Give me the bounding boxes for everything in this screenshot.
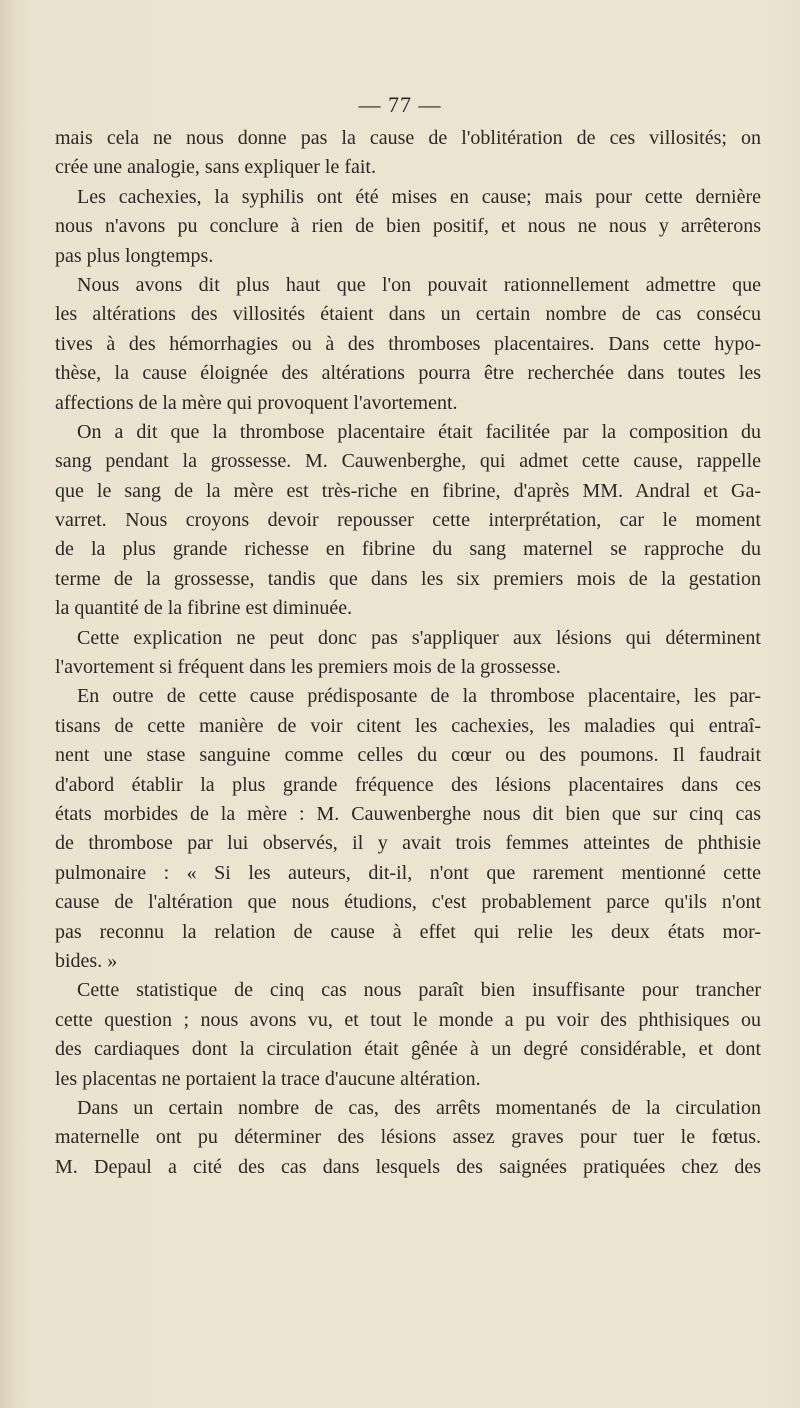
text-line: états morbides de la mère : M. Cauwenberghe nous dit bien que sur cinq cas [55,802,761,825]
text-line: M. Depaul a cité des cas dans lesquels des saignées pratiquées chez des [55,1155,761,1178]
text-line: les altérations des villosités étaient dans un certain nombre de cas consécu [55,303,761,326]
text-line: affections de la mère qui provoquent l'avortement. [55,391,458,414]
text-line: la quantité de la fibrine est diminuée. [55,597,353,620]
text-line: Les cachexies, la syphilis ont été mises en cause; mais pour cette dernière [77,185,761,208]
text-line: des cardiaques dont la circulation était gênée à un degré considérable, et dont [55,1038,761,1061]
text-line: tisans de cette manière de voir citent les cachexies, les maladies qui entraî- [55,714,761,737]
text-line: maternelle ont pu déterminer des lésions assez graves pour tuer le fœtus. [55,1126,761,1149]
text-line: Nous avons dit plus haut que l'on pouvait rationnellement admettre que [77,273,761,296]
text-line: cause de l'altération que nous étudions, c'est probablement parce qu'ils n'ont [55,891,761,914]
text-line: de thrombose par lui observés, il y avait trois femmes atteintes de phthisie [55,832,761,855]
text-line: les placentas ne portaient la trace d'aucune altération. [55,1067,481,1090]
text-line: crée une analogie, sans expliquer le fait. [55,156,376,179]
text-line: que le sang de la mère est très-riche en fibrine, d'après MM. Andral et Ga- [55,479,761,502]
text-line: l'avortement si fréquent dans les premiers mois de la grossesse. [55,656,561,679]
text-line: Cette statistique de cinq cas nous paraît bien insuffisante pour trancher [77,979,761,1002]
text-line: nent une stase sanguine comme celles du cœur ou des poumons. Il faudrait [55,744,761,767]
text-line: mais cela ne nous donne pas la cause de l'oblitération de ces villosités; on [55,127,761,149]
body-text [55,124,761,1182]
text-line: Dans un certain nombre de cas, des arrêts momentanés de la circulation [77,1096,761,1119]
text-line: cette question ; nous avons vu, et tout le monde a pu voir des phthisiques ou [55,1008,761,1031]
text-line: varret. Nous croyons devoir repousser cette interprétation, car le moment [55,509,761,532]
text-line: tives à des hémorrhagies ou à des thromboses placentaires. Dans cette hypo- [55,332,761,355]
text-line: thèse, la cause éloignée des altérations pourra être recherchée dans toutes les [55,362,761,385]
text-line: Cette explication ne peut donc pas s'appliquer aux lésions qui déterminent [77,626,761,649]
text-line: d'abord établir la plus grande fréquence des lésions placentaires dans ces [55,773,761,796]
page-number: — 77 — [358,92,442,117]
text-line: pas reconnu la relation de cause à effet qui relie les deux états mor- [55,920,761,943]
text-line: nous n'avons pu conclure à rien de bien positif, et nous ne nous y arrêterons [55,215,761,238]
text-line: On a dit que la thrombose placentaire était facilitée par la composition du [77,420,761,443]
text-line: En outre de cette cause prédisposante de la thrombose placentaire, les par- [77,685,761,708]
text-line: de la plus grande richesse en fibrine du sang maternel se rapproche du [55,538,761,561]
text-line: bides. » [55,949,118,972]
text-line: sang pendant la grossesse. M. Cauwenberghe, qui admet cette cause, rappelle [55,450,761,473]
text-line: terme de la grossesse, tandis que dans les six premiers mois de la gestation [55,567,761,590]
text-line: pulmonaire : « Si les auteurs, dit-il, n'ont que rarement mentionné cette [55,861,761,884]
text-line: pas plus longtemps. [55,244,214,267]
